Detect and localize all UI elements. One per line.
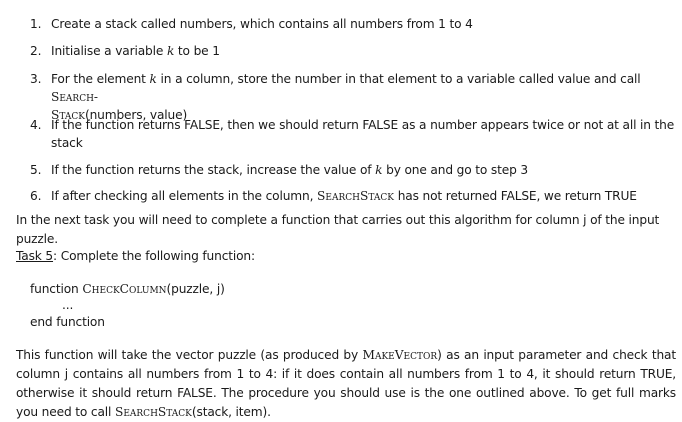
- math-variable-k: k: [375, 163, 383, 177]
- step-number: 6.: [30, 189, 42, 203]
- step-text-post: by one and go to step 3: [386, 163, 529, 177]
- step-body: [51, 116, 678, 152]
- step-text-post: has not returned FALSE, we return TRUE: [397, 189, 637, 203]
- function-name: SearchStack: [317, 189, 394, 203]
- step-text-pre: If the function returns the stack, increase the value of: [51, 163, 372, 177]
- function-name: MakeVector: [362, 348, 438, 362]
- code-params: (puzzle, j): [166, 282, 225, 296]
- intro-paragraph: In the next task you will need to complete a function that carries out this algorithm for column j of the input puzzle.: [16, 213, 660, 246]
- step-text-line1: If the function returns FALSE, then we should return FALSE as a number appears twice or not at all in the: [51, 118, 675, 132]
- step-text-line2: stack: [51, 136, 83, 150]
- algorithm-step-5: [30, 161, 678, 179]
- math-variable-k: k: [166, 44, 175, 58]
- algorithm-step-1: [30, 15, 678, 33]
- algorithm-step-6: [30, 187, 678, 205]
- function-name-part2: Stack: [51, 108, 85, 122]
- step-body: [51, 42, 678, 60]
- code-keyword-function: function: [30, 282, 79, 296]
- function-args: (numbers, value): [84, 108, 188, 122]
- code-line-signature: [30, 280, 225, 298]
- step-number: 2.: [30, 44, 42, 58]
- description-part3: (stack, item).: [191, 405, 271, 419]
- math-variable-k: k: [149, 72, 157, 86]
- function-name-part1: Search-: [51, 90, 99, 104]
- algorithm-step-4: [30, 116, 678, 152]
- step-body: [51, 187, 678, 205]
- algorithm-step-2: [30, 42, 678, 60]
- code-line-end: end function: [30, 315, 105, 329]
- function-name: SearchStack: [114, 405, 192, 419]
- task-text: : Complete the following function:: [53, 249, 255, 263]
- step-text-mid: in a column, store the number in that element to a variable called value and call: [160, 72, 641, 86]
- description-part2: ) as an input parameter and check that column j contains all numbers from 1 to 4: if it does contain all numbers from 1 to 4, it should return TRUE, otherwise it should return FALSE. The procedure you should use is the one outlined above. To get full marks you need to call: [16, 348, 676, 419]
- step-text-pre: If after checking all elements in the column,: [51, 189, 314, 203]
- step-text-pre: Initialise a variable: [51, 44, 164, 58]
- step-number: 3.: [30, 72, 42, 86]
- step-number: 4.: [30, 118, 42, 132]
- code-line-ellipsis: ...: [62, 298, 74, 312]
- task-heading: [16, 247, 676, 266]
- description-part1: This function will take the vector puzzle (as produced by: [16, 348, 359, 362]
- step-text-pre: For the element: [51, 72, 146, 86]
- description-paragraph: [16, 346, 676, 422]
- code-function-name: CheckColumn: [82, 282, 167, 296]
- step-body: [51, 161, 678, 179]
- step-text: Create a stack called numbers, which contains all numbers from 1 to 4: [51, 17, 473, 31]
- step-number: 5.: [30, 163, 42, 177]
- step-text-post: to be 1: [177, 44, 220, 58]
- task-label: Task 5: [16, 249, 54, 263]
- step-number: 1.: [30, 17, 42, 31]
